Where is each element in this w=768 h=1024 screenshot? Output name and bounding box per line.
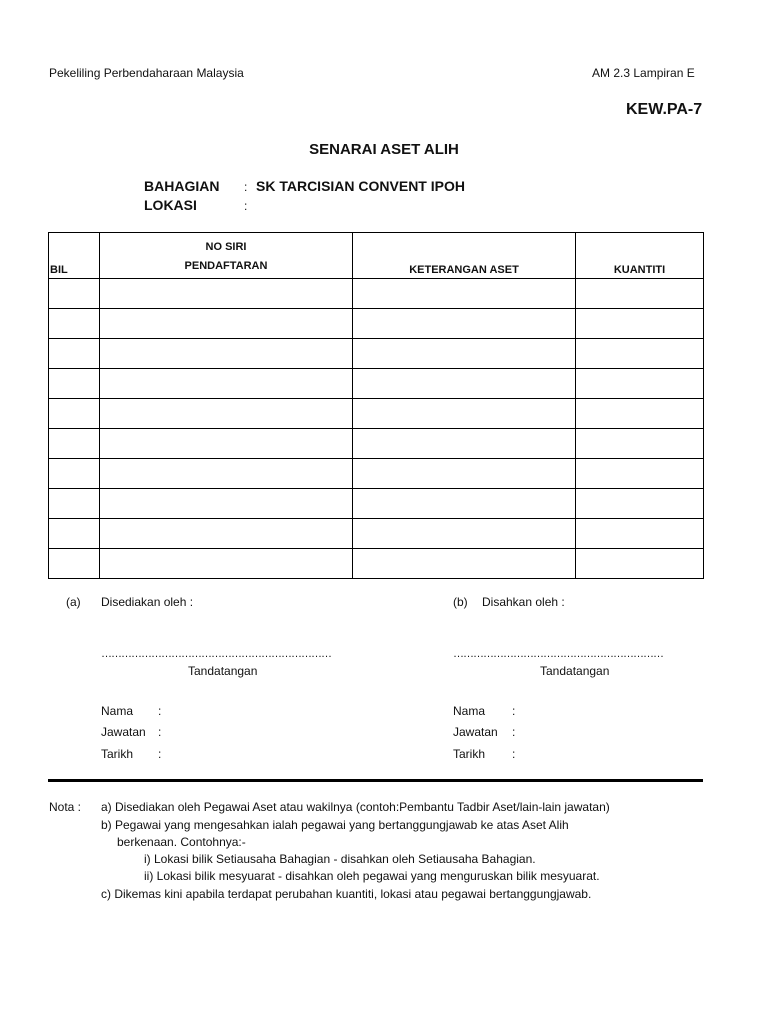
sig-a-nama-label: Nama [101,704,134,718]
sig-b-jawatan-colon: : [512,725,516,739]
cell-kuantiti [576,369,704,399]
table-row [49,549,704,579]
nota-item-b-ii: ii) Lokasi bilik mesyuarat - disahkan oleh pegawai yang menguruskan bilik mesyuarat. [144,869,600,883]
bahagian-colon: : [244,180,248,194]
table-row [49,369,704,399]
table-row [49,519,704,549]
sig-a-label: Disediakan oleh : [101,595,194,609]
bahagian-value: SK TARCISIAN CONVENT IPOH [256,178,465,194]
sig-a-tarikh-colon: : [158,747,162,761]
cell-no-siri [100,399,353,429]
asset-table [48,232,704,579]
sig-a-tarikh-label: Tarikh [101,747,134,761]
asset-table-body [49,279,704,579]
cell-no-siri [100,489,353,519]
cell-kuantiti [576,549,704,579]
sig-b-marker: (b) [453,595,468,609]
header-kuantiti: KUANTITI [576,233,704,279]
cell-keterangan [353,399,576,429]
lokasi-colon: : [244,199,248,213]
table-row [49,399,704,429]
sig-b-tarikh-label: Tarikh [453,747,486,761]
cell-keterangan [353,339,576,369]
header-bil: BIL [49,233,100,279]
cell-keterangan [353,309,576,339]
cell-bil [49,369,100,399]
sig-b-dotted-line: ……………………………………………………… [453,648,663,660]
appendix-reference: AM 2.3 Lampiran E [592,66,695,80]
sig-b-label: Disahkan oleh : [482,595,565,609]
nota-item-c: c) Dikemas kini apabila terdapat perubahan kuantiti, lokasi atau pegawai bertanggungjawab. [101,887,592,901]
cell-keterangan [353,489,576,519]
cell-no-siri [100,369,353,399]
sig-a-nama-colon: : [158,704,162,718]
cell-keterangan [353,519,576,549]
nota-label: Nota : [49,800,82,814]
header-keterangan: KETERANGAN ASET [353,233,576,279]
cell-no-siri [100,429,353,459]
nota-item-b-line1: b) Pegawai yang mengesahkan ialah pegawai yang bertanggungjawab ke atas Aset Alih [101,818,569,832]
nota-item-b-line2: berkenaan. Contohnya:- [117,835,246,849]
cell-bil [49,489,100,519]
cell-bil [49,459,100,489]
sig-b-tarikh-colon: : [512,747,516,761]
cell-keterangan [353,369,576,399]
header-no-siri [100,233,353,279]
cell-no-siri [100,279,353,309]
sig-b-jawatan-label: Jawatan [453,725,498,739]
bahagian-label: BAHAGIAN [144,178,220,194]
table-row [49,279,704,309]
table-header-row [49,233,704,279]
nota-item-a: a) Disediakan oleh Pegawai Aset atau wakilnya (contoh:Pembantu Tadbir Aset/lain-lain jawatan) [101,800,610,814]
cell-bil [49,429,100,459]
cell-no-siri [100,549,353,579]
sig-b-signature-label: Tandatangan [540,664,610,678]
sig-a-dotted-line: …………………………………………………………… [101,648,331,660]
sig-a-jawatan-label: Jawatan [101,725,146,739]
cell-bil [49,339,100,369]
nota-item-b-i: i) Lokasi bilik Setiausaha Bahagian - disahkan oleh Setiausaha Bahagian. [144,852,536,866]
cell-bil [49,519,100,549]
form-code: KEW.PA-7 [626,101,703,118]
cell-bil [49,309,100,339]
cell-keterangan [353,429,576,459]
cell-kuantiti [576,309,704,339]
cell-keterangan [353,549,576,579]
table-row [49,309,704,339]
header-no-siri-line2: PENDAFTARAN [184,260,268,272]
sig-a-jawatan-colon: : [158,725,162,739]
section-divider [48,779,703,782]
table-row [49,489,704,519]
cell-no-siri [100,339,353,369]
cell-bil [49,399,100,429]
cell-bil [49,279,100,309]
cell-kuantiti [576,519,704,549]
cell-kuantiti [576,459,704,489]
cell-kuantiti [576,399,704,429]
cell-keterangan [353,459,576,489]
cell-bil [49,549,100,579]
table-row [49,339,704,369]
cell-kuantiti [576,489,704,519]
cell-keterangan [353,279,576,309]
cell-no-siri [100,459,353,489]
cell-no-siri [100,519,353,549]
circular-reference: Pekeliling Perbendaharaan Malaysia [49,66,244,80]
header-no-siri-line1: NO SIRI [205,241,247,253]
page-title: SENARAI ASET ALIH [309,141,459,158]
cell-no-siri [100,309,353,339]
table-row [49,459,704,489]
lokasi-label: LOKASI [144,197,197,213]
cell-kuantiti [576,429,704,459]
cell-kuantiti [576,339,704,369]
sig-a-signature-label: Tandatangan [188,664,258,678]
sig-b-nama-label: Nama [453,704,486,718]
sig-a-marker: (a) [66,595,81,609]
sig-b-nama-colon: : [512,704,516,718]
table-row [49,429,704,459]
cell-kuantiti [576,279,704,309]
